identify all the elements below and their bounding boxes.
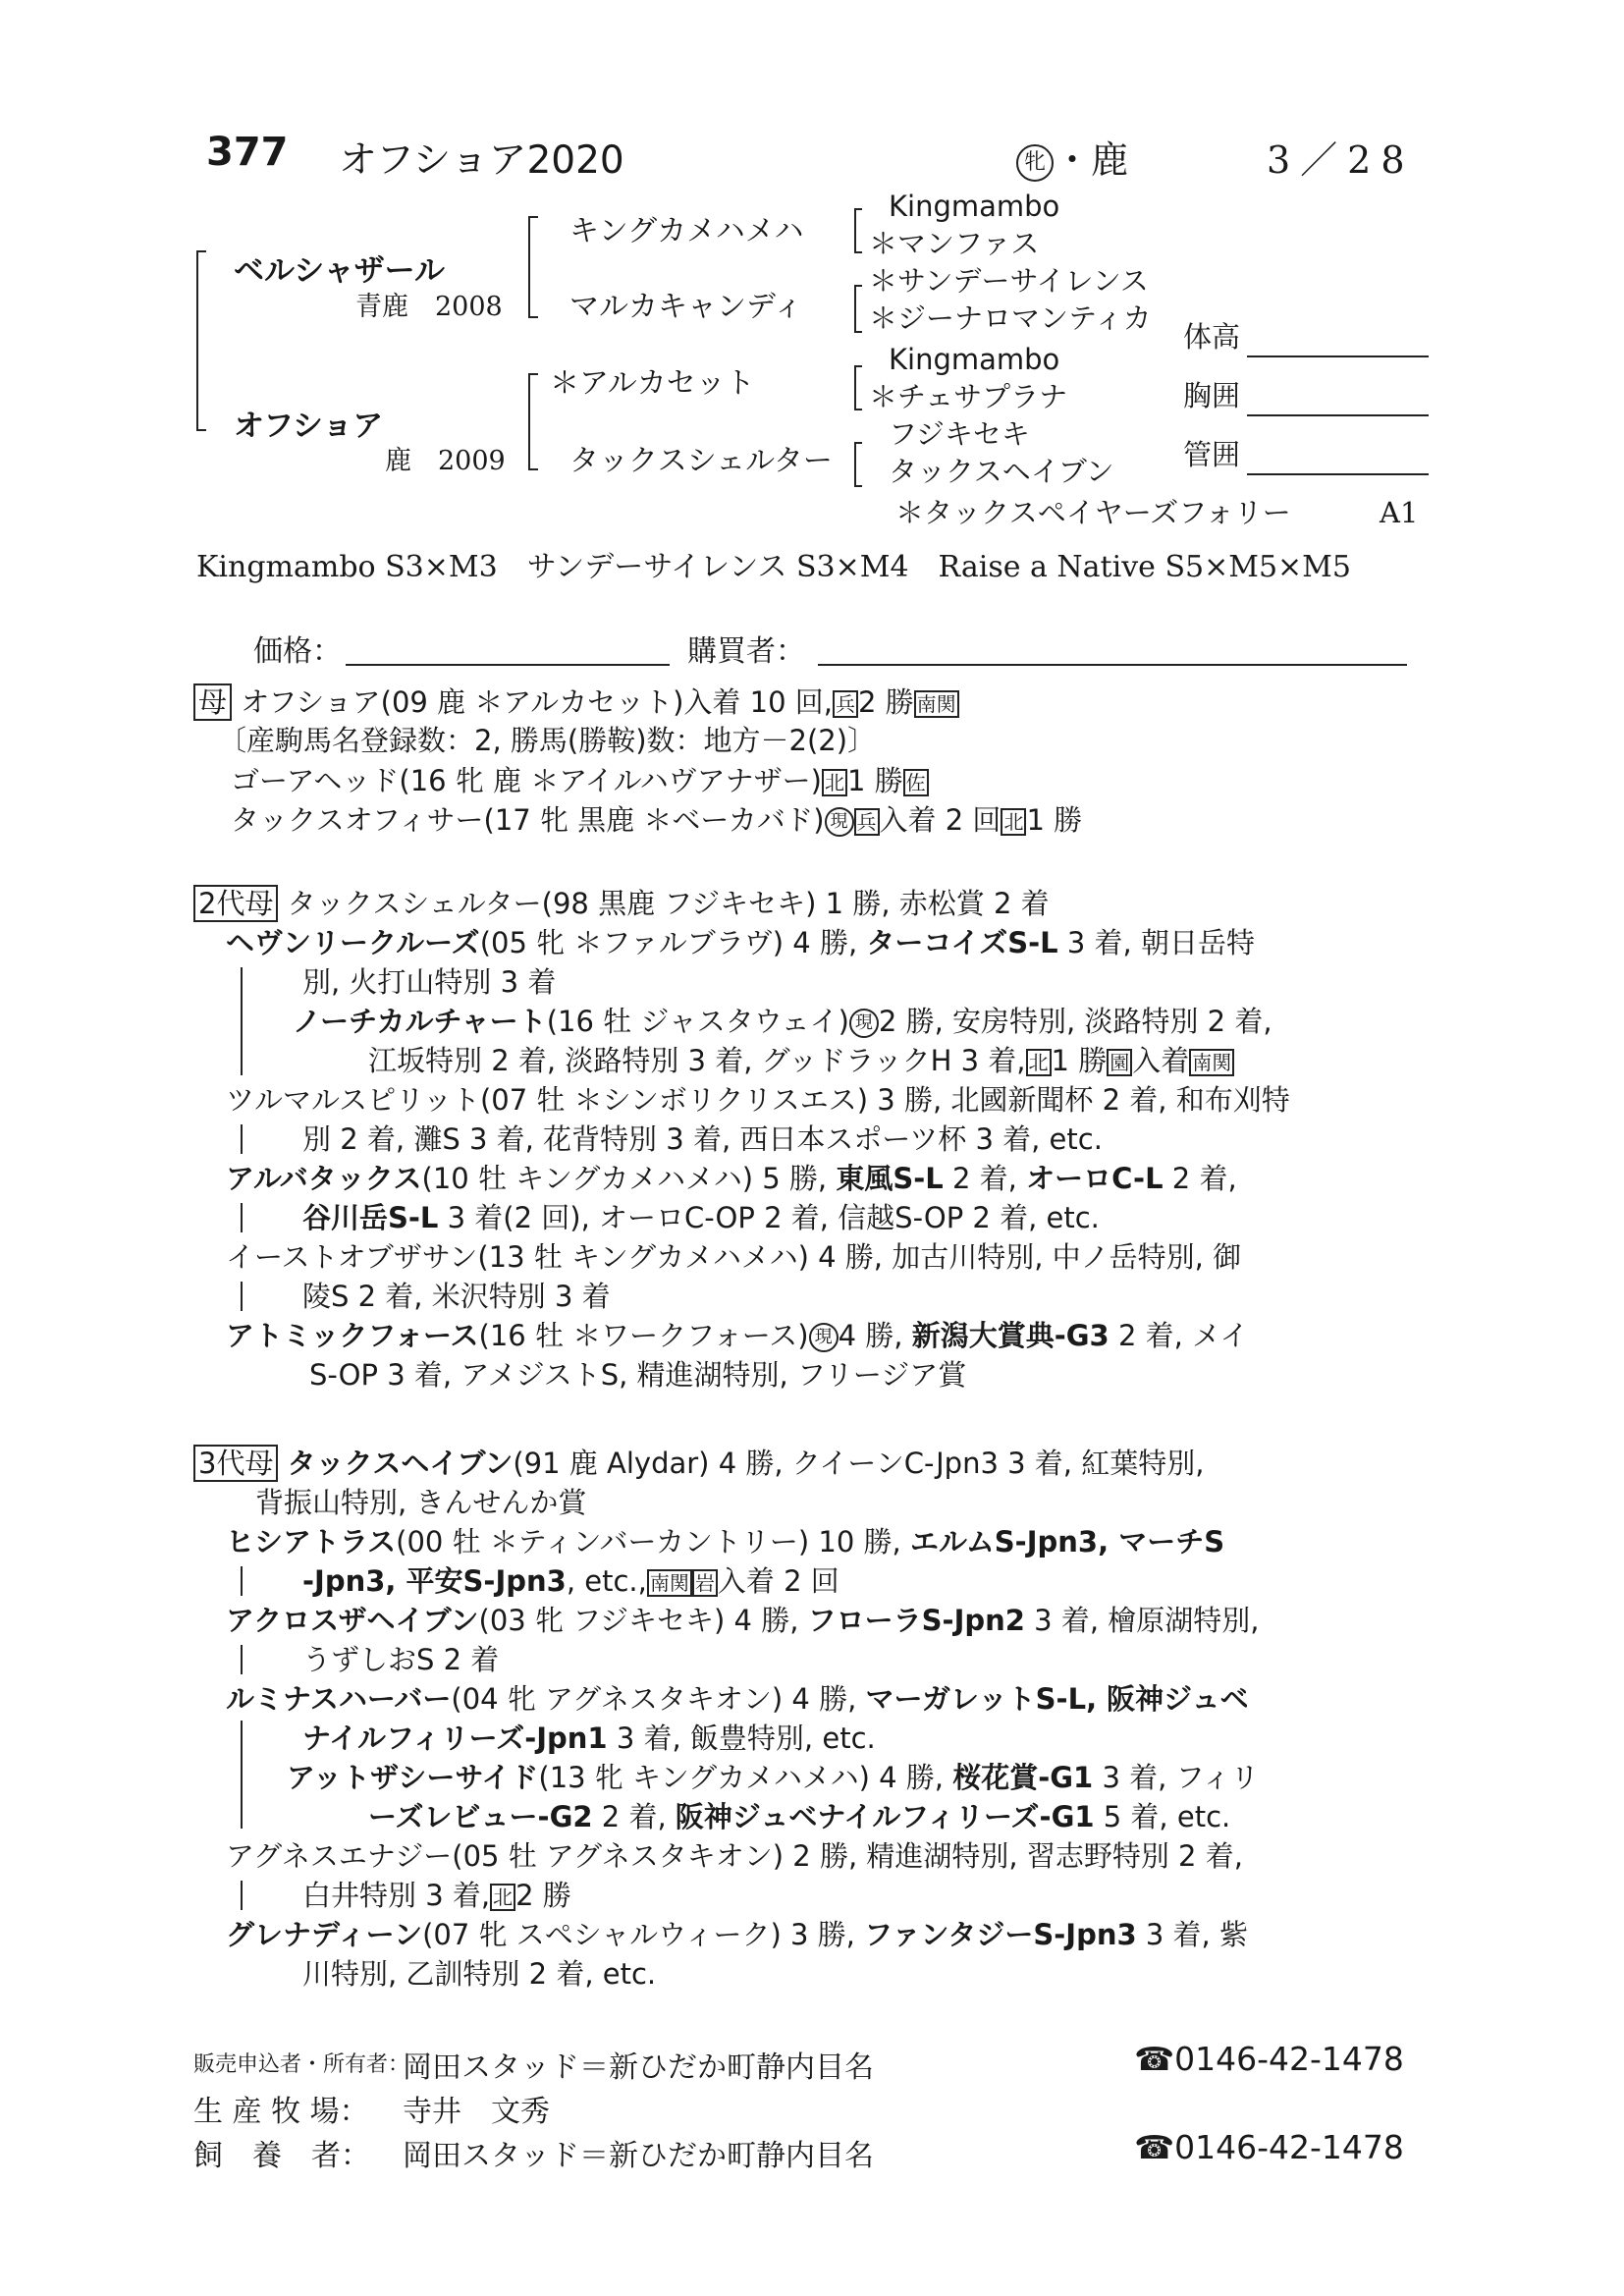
line-text: (10 牡 キングカメハメハ) 5 勝, <box>421 1162 837 1195</box>
line-text: , etc., <box>566 1564 647 1598</box>
badge-icon: 現 <box>849 1009 879 1038</box>
line-text: 3 着(2 回), オーロC-OP 2 着, 信越S-OP 2 着, etc. <box>438 1201 1100 1234</box>
line-text: 2 勝 <box>515 1879 571 1912</box>
race-name: 谷川岳S-L <box>302 1201 439 1234</box>
offspring-line: 陵S 2 着, 米沢特別 3 着 <box>302 1280 611 1313</box>
seller-phone: ☎0146-42-1478 <box>1134 2040 1404 2078</box>
dsd-name: ＊チェサプラナ <box>869 380 1068 413</box>
offspring-line <box>302 1196 1100 1236</box>
line-text: (04 牝 アグネスタキオン) 4 勝, <box>451 1682 866 1716</box>
race-name: フローラS-Jpn2 <box>807 1604 1025 1637</box>
horse-name: ルミナスハーバー <box>226 1682 452 1716</box>
descent-bar <box>241 1282 243 1311</box>
badge-icon: 北 <box>1001 808 1026 836</box>
sdd-name: ＊ジーナロマンティカ <box>869 301 1152 335</box>
dss-name: Kingmambo <box>889 343 1060 376</box>
seller-label: 販売申込者・所有者： <box>193 2052 410 2077</box>
line-text: 江坂特別 2 着, 淡路特別 3 着, グッドラックH 3 着, <box>368 1044 1026 1077</box>
extra-ancestor: ＊タックスペイヤーズフォリー <box>895 496 1291 529</box>
horse-name: アトミックフォース <box>226 1319 479 1352</box>
offspring-line: うずしおS 2 着 <box>302 1643 500 1676</box>
line-text: (91 鹿 Alydar) 4 勝, クイーンC-Jpn3 3 着, 紅葉特別, <box>513 1447 1205 1480</box>
badge-icon: 現 <box>809 1323 839 1352</box>
dam-line-3 <box>231 759 929 799</box>
dam-text: 入着 2 回 <box>879 803 1001 837</box>
line-text: 2 着, メイ <box>1109 1319 1249 1352</box>
keeper-phone: ☎0146-42-1478 <box>1134 2128 1404 2166</box>
race-name: オーロC-L <box>1026 1162 1164 1195</box>
line-text: 2 着, <box>592 1800 676 1833</box>
line-text: 3 着, 檜原湖特別, <box>1024 1604 1260 1637</box>
race-name: エルムS-Jpn3, マーチS <box>909 1525 1225 1558</box>
cannon-line <box>1247 473 1429 475</box>
height-line <box>1247 355 1429 357</box>
race-name: 桜花賞-G1 <box>952 1761 1094 1794</box>
offspring-line <box>293 1000 1272 1040</box>
offspring-line <box>226 1599 1260 1639</box>
offspring-line <box>302 1717 876 1757</box>
dam-info: 鹿 2009 <box>385 446 506 476</box>
offspring-line <box>226 1157 1237 1197</box>
second-dam-tag: 2代母 <box>193 885 278 922</box>
dam-text: 1 勝 <box>846 764 903 797</box>
race-name: 東風S-L <box>836 1162 944 1195</box>
line-text: (07 牝 スペシャルウィーク) 3 勝, <box>422 1918 865 1951</box>
line-text: (16 牡 ジャスタウェイ) <box>546 1005 849 1038</box>
seller: 岡田スタッド＝新ひだか町静内目名 <box>403 2050 874 2085</box>
offspring-line <box>368 1039 1234 1079</box>
dds-name: フジキセキ <box>889 417 1030 451</box>
horse-name: アルバタックス <box>226 1162 422 1195</box>
breeder-label: 生 産 牧 場： <box>193 2095 369 2129</box>
offspring-line <box>226 1520 1224 1560</box>
line-text: 入着 <box>1132 1044 1190 1077</box>
horse-name: ノーチカルチャート <box>293 1005 547 1038</box>
inbreeding: Kingmambo S3×M3 サンデーサイレンス S3×M4 Raise a Native S5×M5×M5 <box>196 550 1351 584</box>
height-label: 体高 <box>1183 320 1241 354</box>
line-text: 5 着, etc. <box>1094 1800 1231 1833</box>
offspring-line <box>287 1756 1259 1796</box>
descent-bar <box>241 1203 243 1232</box>
sd-name: マルカキャンディ <box>569 290 803 324</box>
offspring-line: イーストオブザサン(13 牡 キングカメハメハ) 4 勝, 加古川特別, 中ノ岳特別, 御 <box>226 1240 1242 1274</box>
line-text: タックスシェルター(98 黒鹿 フジキセキ) 1 勝, 赤松賞 2 着 <box>287 887 1050 920</box>
badge-icon: 岩 <box>692 1569 718 1597</box>
line-text: 2 着, <box>943 1162 1027 1195</box>
dam-line-1 <box>193 681 959 721</box>
offspring-line <box>368 1795 1230 1835</box>
sire-info: 青鹿 2008 <box>355 292 503 322</box>
descent-bar <box>241 1645 243 1674</box>
dam-text: 1 勝 <box>1026 803 1083 837</box>
race-name: ナイルフィリーズ-Jpn1 <box>302 1722 608 1755</box>
badge-icon: 北 <box>490 1884 515 1911</box>
line-text: (03 牝 フジキセキ) 4 勝, <box>478 1604 808 1637</box>
ds-name: ＊アルカセット <box>550 366 755 401</box>
descent-bar <box>241 967 243 1075</box>
horse-name: アットザシーサイド <box>287 1761 539 1794</box>
offspring-line: アグネスエナジー(05 牡 アグネスタキオン) 2 勝, 精進湖特別, 習志野特別 2 着, <box>226 1839 1243 1873</box>
offspring-line: ツルマルスピリット(07 牡 ＊シンボリクリスエス) 3 勝, 北國新聞杯 2 着, 和布刈特 <box>226 1083 1290 1117</box>
race-name: -Jpn3, 平安S-Jpn3 <box>302 1564 567 1598</box>
ddd-name: タックスヘイブン <box>889 455 1114 488</box>
bracket <box>854 285 862 333</box>
offspring-line <box>226 1677 1249 1718</box>
line-text: 3 着, フィリ <box>1093 1761 1260 1794</box>
horse-name: ヒシアトラス <box>226 1525 397 1558</box>
dd-name: タックスシェルター <box>569 444 833 478</box>
badge-icon: 南関 <box>1189 1049 1234 1076</box>
descent-bar <box>241 1881 243 1910</box>
dam-tag: 母 <box>193 683 232 721</box>
line-text: 3 着, 朝日岳特 <box>1057 926 1255 959</box>
buyer-line[interactable] <box>818 664 1407 666</box>
sex-mark-icon: 牝 <box>1016 144 1054 182</box>
sss-name: Kingmambo <box>889 190 1060 223</box>
line-text: 1 勝 <box>1051 1044 1108 1077</box>
bracket <box>528 216 538 318</box>
line-text: (00 牡 ＊ティンバーカントリー) 10 勝, <box>396 1525 910 1558</box>
color-label: ・鹿 <box>1054 138 1129 182</box>
bracket <box>854 442 862 487</box>
badge-icon: 北 <box>1026 1049 1052 1076</box>
line-text: (13 牝 キングカメハメハ) 4 勝, <box>538 1761 953 1794</box>
dam-line-4 <box>231 798 1082 839</box>
offspring-line <box>226 921 1255 961</box>
bracket <box>196 250 206 431</box>
horse-name: オフショア2020 <box>339 138 624 183</box>
dam-name: オフショア <box>234 409 384 444</box>
offspring-line <box>302 1874 571 1914</box>
lot-number: 377 <box>206 130 289 175</box>
line-text: 2 勝, 安房特別, 淡路特別 2 着, <box>878 1005 1272 1038</box>
buyer-label: 購買者： <box>687 634 805 669</box>
badge-icon: 園 <box>1107 1049 1132 1076</box>
descent-bar <box>241 1566 243 1596</box>
sex-color <box>1016 130 1128 184</box>
badge-icon: 南関 <box>914 690 959 718</box>
race-name: 新潟大賞典-G3 <box>911 1319 1110 1352</box>
offspring-line <box>226 1314 1249 1354</box>
dam-text: タックスオフィサー(17 牝 黒鹿 ＊ベーカバド) <box>231 803 825 837</box>
badge-icon: 北 <box>822 769 847 796</box>
price-line[interactable] <box>346 664 670 666</box>
cannon-label: 管囲 <box>1183 438 1241 471</box>
descent-bar <box>241 1124 243 1154</box>
third-dam-line <box>193 1442 1204 1482</box>
offspring-line <box>302 1559 839 1600</box>
ssd-name: ＊マンファス <box>869 227 1040 260</box>
horse-name: ヘヴンリークルーズ <box>226 926 480 959</box>
badge-icon: 兵 <box>854 808 880 836</box>
family-number: A1 <box>1380 496 1419 529</box>
badge-icon: 南関 <box>647 1569 692 1597</box>
horse-name: タックスヘイブン <box>287 1447 514 1480</box>
race-name: ーズレビュー-G2 <box>368 1800 593 1833</box>
offspring-line: 背振山特別, きんせんか賞 <box>255 1486 587 1519</box>
dam-text: ゴーアヘッド(16 牝 鹿 ＊アイルハヴアナザー) <box>231 764 822 797</box>
bracket <box>854 365 862 410</box>
girth-label: 胸囲 <box>1183 379 1241 412</box>
offspring-line <box>226 1913 1248 1953</box>
line-text: 白井特別 3 着, <box>302 1879 491 1912</box>
offspring-line: 別 2 着, 灘S 3 着, 花背特別 3 着, 西日本スポーツ杯 3 着, etc. <box>302 1122 1103 1156</box>
birth-date: 3／28 <box>1267 138 1415 182</box>
race-name: 阪神ジュベナイルフィリーズ-G1 <box>675 1800 1095 1833</box>
bracket <box>854 208 862 253</box>
breeder: 寺井 文秀 <box>403 2095 550 2129</box>
badge-icon: 佐 <box>903 769 929 796</box>
girth-line <box>1247 414 1429 416</box>
dam-text: オフショア(09 鹿 ＊アルカセット)入着 10 回, <box>241 685 833 719</box>
offspring-line: 別, 火打山特別 3 着 <box>302 965 557 999</box>
price-label: 価格： <box>253 634 342 669</box>
second-dam-line <box>193 882 1050 922</box>
badge-icon: 現 <box>825 807 854 837</box>
offspring-line: S-OP 3 着, アメジストS, 精進湖特別, フリージア賞 <box>309 1358 967 1392</box>
badge-icon: 兵 <box>833 690 858 718</box>
line-text: 入着 2 回 <box>717 1564 839 1598</box>
race-name: ターコイズS-L <box>866 926 1058 959</box>
race-name: ファンタジーS-Jpn3 <box>864 1918 1137 1951</box>
horse-name: アクロスザヘイブン <box>226 1604 479 1637</box>
third-dam-tag: 3代母 <box>193 1445 278 1482</box>
keeper: 岡田スタッド＝新ひだか町静内目名 <box>403 2139 874 2173</box>
line-text: 4 勝, <box>838 1319 912 1352</box>
dam-line-2: 〔産駒馬名登録数：2, 勝馬(勝鞍)数：地方－2(2)〕 <box>218 724 877 757</box>
sds-name: ＊サンデーサイレンス <box>869 264 1149 298</box>
dam-text: 2 勝 <box>858 685 914 719</box>
descent-bar <box>241 1721 243 1829</box>
line-text: 2 着, <box>1163 1162 1237 1195</box>
ss-name: キングカメハメハ <box>569 214 804 248</box>
keeper-label: 飼 養 者： <box>193 2139 370 2173</box>
race-name: マーガレットS-L, 阪神ジュベ <box>865 1682 1249 1716</box>
offspring-line: 川特別, 乙訓特別 2 着, etc. <box>302 1957 657 1991</box>
horse-name: グレナディーン <box>226 1918 423 1951</box>
line-text: 3 着, 紫 <box>1136 1918 1248 1951</box>
sire-name: ベルシャザール <box>234 253 445 289</box>
line-text: 3 着, 飯豊特別, etc. <box>607 1722 876 1755</box>
line-text: (16 牡 ＊ワークフォース) <box>478 1319 809 1352</box>
line-text: (05 牝 ＊ファルブラヴ) 4 勝, <box>479 926 867 959</box>
bracket <box>528 373 538 470</box>
